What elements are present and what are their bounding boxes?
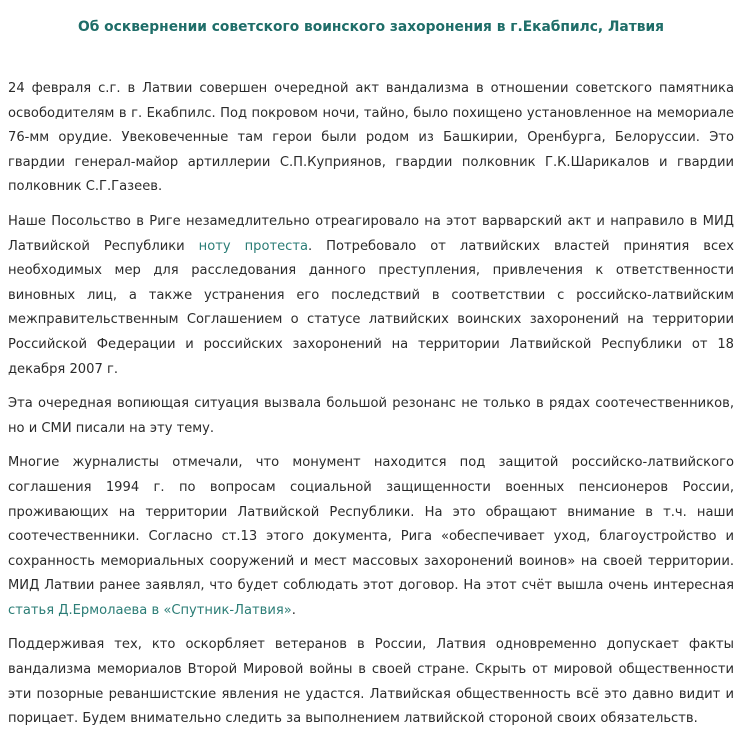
paragraph-3: Эта очередная вопиющая ситуация вызвала большой резонанс не только в рядах соотечественников, но и СМИ писали на эту тему. <box>8 396 734 436</box>
paragraph-1: 24 февраля с.г. в Латвии совершен очередной акт вандализма в отношении советского памятника освободителям в г. Екабпилс. Под покровом ночи, тайно, было похищено установленное на мемориале 76-мм орудие. Увековеченные там герои были родом из Башкирии, Оренбурга, Белоруссии. Это гвардии генерал-майор артиллерии С.П.Куприянов, гвардии полковник Г.К.Шарикалов и гвардии полковник С.Г.Газеев. <box>8 81 734 195</box>
article-body <box>8 77 734 732</box>
protest-note-link[interactable]: ноту протеста <box>198 238 309 254</box>
paragraph-2 <box>8 210 734 382</box>
article-title: Об осквернении советского воинского захоронения в г.Екабпилс, Латвия <box>78 19 664 35</box>
paragraph-2-text-start: Наше Посольство в Риге незамедлительно отреагировало на этот варварский акт и направило в МИД Латвийской Республики <box>8 213 734 254</box>
paragraph-5: Поддерживая тех, кто оскорбляет ветеранов в России, Латвия одновременно допускает факты вандализма мемориалов Второй Мировой войны в своей стране. Скрыть от мировой общественности эти позорные реваншистские явления не удастся. Латвийская общественность всё это давно видит и порицает. Будем внимательно следить за выполнением латвийской стороной своих обязательств. <box>8 637 734 727</box>
sputnik-article-link[interactable]: статья Д.Ермолаева в «Спутник-Латвия» <box>8 602 292 618</box>
paragraph-2-text-end: . Потребовало от латвийских властей принятия всех необходимых мер для расследования данного преступления, привлечения к ответственности виновных лиц, а также устранения его последствий в соответствии с российско-латвийским межправительственным Соглашением о статусе латвийских воинских захоронений на территории Российской Федерации и российских захоронений на территории Латвийской Республики от 18 декабря 2007 г. <box>8 238 734 377</box>
paragraph-4 <box>8 451 734 623</box>
paragraph-4-text-start: Многие журналисты отмечали, что монумент находится под защитой российско-латвийского соглашения 1994 г. по вопросам социальной защищенности военных пенсионеров России, проживающих на территории Латвийской Республики. На это обращают внимание в т.ч. наши соотечественники. Согласно ст.13 этого документа, Рига «обеспечивает уход, благоустройство и сохранность мемориальных сооружений и мест массовых захоронений воинов» на своей территории. МИД Латвии ранее заявлял, что будет соблюдать этот договор. На этот счёт вышла очень интересная <box>8 455 734 594</box>
paragraph-4-text-end: . <box>291 602 296 618</box>
